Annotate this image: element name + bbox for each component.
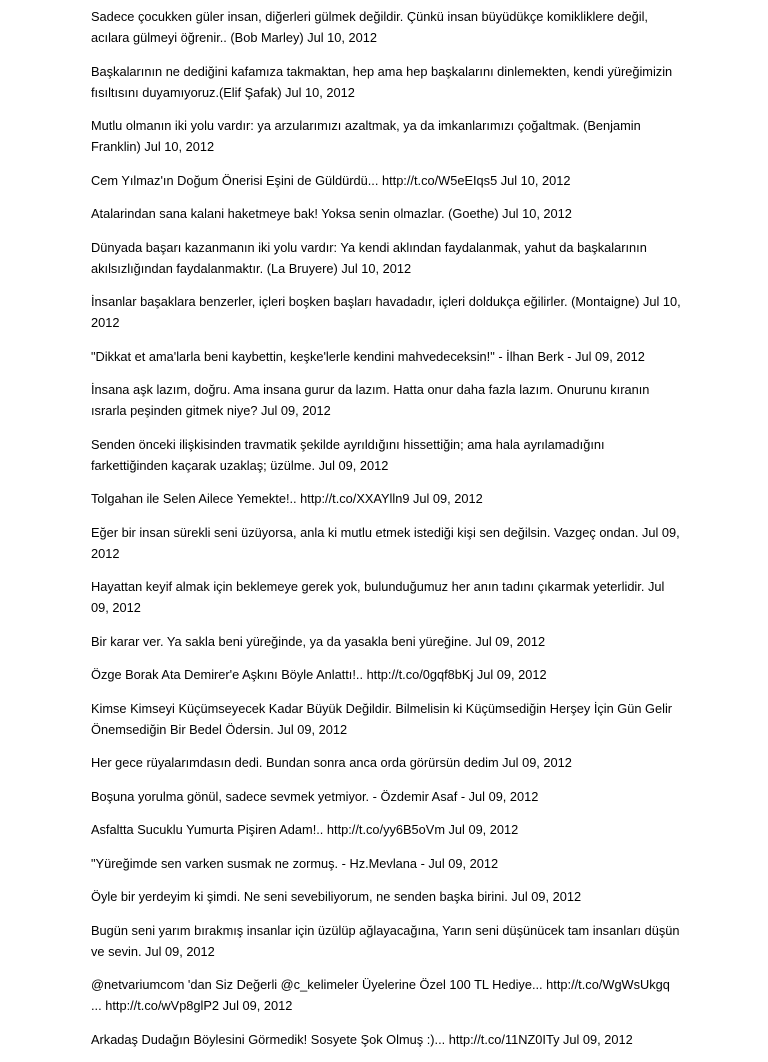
list-item (91, 6, 681, 48)
entry-text: Özge Borak Ata Demirer'e Aşkını Böyle Anlattı!.. http://t.co/0gqf8bKj Jul 09, 2012 (91, 667, 547, 682)
entry-text: Başkalarının ne dediğini kafamıza takmaktan, hep ama hep başkalarını dinlemekten, kendi yüreğimizin fısıltısını duyamıyoruz.(Elif Şafak) Jul 10, 2012 (91, 63, 673, 100)
entry-text: @netvariumcom 'dan Siz Değerli @c_kelimeler Üyelerine Özel 100 TL Hediye... http://t.co/WgWsUkgq ... http://t.co/wVp8glP2 Jul 09, 2012 (91, 977, 670, 1013)
entry-text: Öyle bir yerdeyim ki şimdi. Ne seni sevebiliyorum, ne senden başka birini. Jul 09, 2012 (91, 889, 582, 904)
list-item (91, 434, 681, 476)
entry-text: Cem Yılmaz'ın Doğum Önerisi Eşini de Güldürdü... http://t.co/W5eEIqs5 Jul 10, 2012 (91, 172, 571, 188)
list-item (91, 291, 681, 333)
list-item (91, 576, 681, 618)
list-item (91, 698, 681, 740)
list-item (91, 853, 681, 874)
list-item (91, 631, 681, 652)
list-item (91, 1029, 681, 1050)
entry-text: "Yüreğimde sen varken susmak ne zormuş. - Hz.Mevlana - Jul 09, 2012 (91, 855, 499, 871)
entry-text: Bugün seni yarım bırakmış insanlar için üzülüp ağlayacağına, Yarın seni düşünücek tam insanları düşün ve sevin. Jul 09, 2012 (91, 922, 680, 959)
list-item (91, 115, 681, 157)
list-item (91, 522, 681, 564)
entry-text: Dünyada başarı kazanmanın iki yolu vardır: Ya kendi aklından faydalanmak, yahut da başkalarının akılsızlığından faydalanmaktır. (La Bruyere) Jul 10, 2012 (91, 239, 647, 276)
list-item (91, 346, 681, 367)
entry-text: İnsana aşk lazım, doğru. Ama insana gurur da lazım. Hatta onur daha fazla lazım. Onurunu kıranın ısrarla peşinden gitmek niye? Jul 09, 2012 (91, 382, 650, 418)
quote-list (91, 6, 681, 1062)
entry-text: Arkadaş Dudağın Böylesini Görmedik! Sosyete Şok Olmuş :)... http://t.co/11NZ0ITy Jul 09, 2012 (91, 1031, 633, 1047)
list-item (91, 237, 681, 279)
list-item (91, 819, 681, 840)
list-item (91, 886, 681, 907)
list-item (91, 664, 681, 685)
entry-text: İnsanlar başaklara benzerler, içleri boşken başları havadadır, içleri doldukça eğilirler. (Montaigne) Jul 10, 2012 (91, 294, 681, 330)
list-item (91, 379, 681, 421)
entry-text: Sadece çocukken güler insan, diğerleri gülmek değildir. Çünkü insan büyüdükçe komikliklere değil, acılara gülmeyi öğrenir.. (Bob Marley) Jul 10, 2012 (91, 9, 648, 45)
list-item (91, 61, 681, 103)
list-item (91, 752, 681, 773)
list-item (91, 203, 681, 224)
entry-text: Senden önceki ilişkisinden travmatik şekilde ayrıldığını hissettiğin; ama hala ayrılamadığını farkettiğinden kaçarak uzaklaş; üzülme. Jul 09, 2012 (91, 436, 605, 473)
entry-text: Mutlu olmanın iki yolu vardır: ya arzularımızı azaltmak, ya da imkanlarımızı çoğaltmak. (Benjamin Franklin) Jul 10, 2012 (91, 118, 641, 154)
entry-text: Bir karar ver. Ya sakla beni yüreğinde, ya da yasakla beni yüreğine. Jul 09, 2012 (91, 633, 546, 649)
entry-text: Her gece rüyalarımdasın dedi. Bundan sonra anca orda görürsün dedim Jul 09, 2012 (91, 755, 572, 770)
list-item (91, 920, 681, 962)
list-item (91, 488, 681, 509)
entry-text: Asfaltta Sucuklu Yumurta Pişiren Adam!.. http://t.co/yy6B5oVm Jul 09, 2012 (91, 822, 519, 837)
entry-text: Boşuna yorulma gönül, sadece sevmek yetmiyor. - Özdemir Asaf - Jul 09, 2012 (91, 788, 539, 804)
entry-text: "Dikkat et ama'larla beni kaybettin, keşke'lerle kendini mahvedeceksin!" - İlhan Berk - Jul 09, 2012 (91, 348, 645, 364)
entry-text: Hayattan keyif almak için beklemeye gerek yok, bulunduğumuz her anın tadını çıkarmak yeterlidir. Jul 09, 2012 (91, 579, 665, 615)
list-item (91, 170, 681, 191)
entry-text: Atalarindan sana kalani haketmeye bak! Yoksa senin olmazlar. (Goethe) Jul 10, 2012 (91, 206, 572, 221)
entry-text: Eğer bir insan sürekli seni üzüyorsa, anla ki mutlu etmek istediği kişi sen değilsin. Vazgeç ondan. Jul 09, 2012 (91, 524, 680, 561)
entry-text: Kimse Kimseyi Küçümseyecek Kadar Büyük Değildir. Bilmelisin ki Küçümsediğin Herşey İçin Gün Gelir Önemsediğin Bir Bedel Ödersin. Jul 09, 2012 (91, 700, 673, 737)
list-item (91, 974, 681, 1016)
entry-text: Tolgahan ile Selen Ailece Yemekte!.. http://t.co/XXAYlln9 Jul 09, 2012 (91, 491, 483, 506)
list-item (91, 786, 681, 807)
